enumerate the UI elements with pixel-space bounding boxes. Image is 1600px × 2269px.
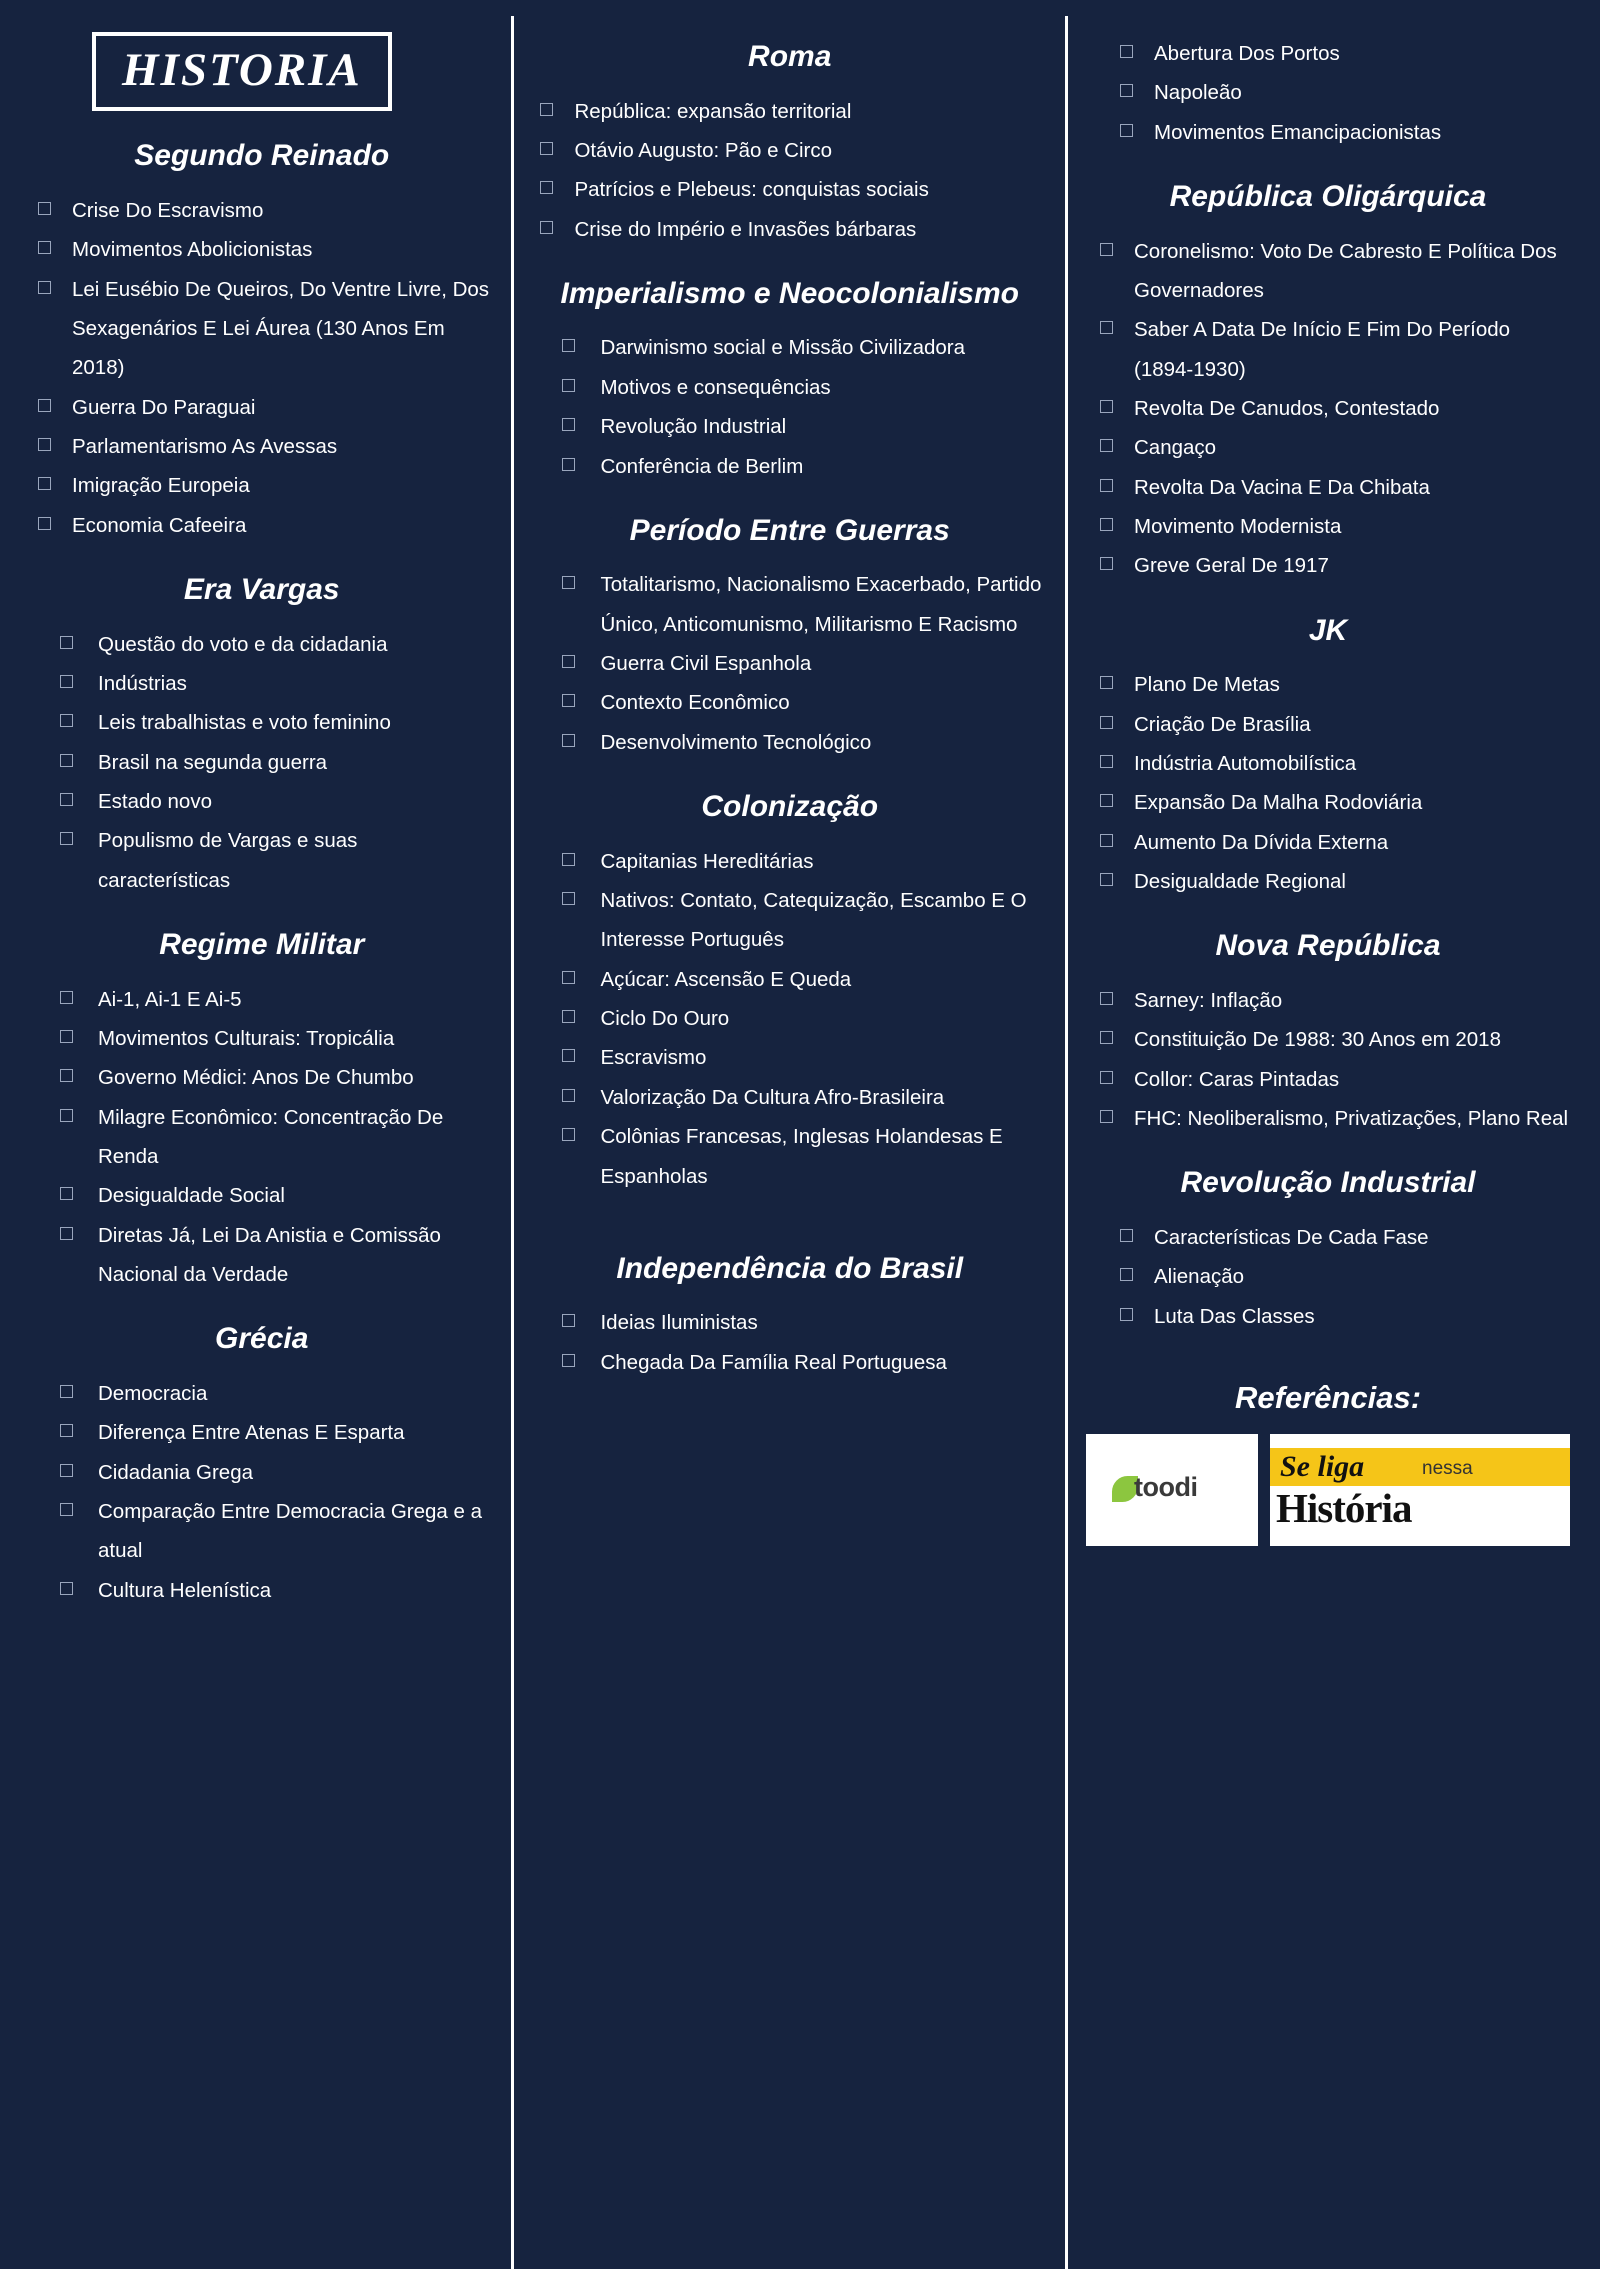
list-item[interactable] <box>30 427 493 466</box>
list-item[interactable] <box>30 506 493 545</box>
list-item-label: Cangaço <box>1134 436 1217 460</box>
list-item[interactable] <box>30 270 493 388</box>
checkbox-icon[interactable] <box>38 281 51 294</box>
list-item-label: Economia Cafeeira <box>72 513 247 537</box>
list-roma <box>532 92 1047 249</box>
section-heading-roma: Roma <box>748 40 832 73</box>
list-item-label: Democracia <box>98 1381 208 1405</box>
list-item-label: Movimentos Culturais: Tropicália <box>98 1026 395 1050</box>
logo-seliga-nessa: nessa <box>1422 1457 1473 1479</box>
list-item[interactable] <box>1086 1020 1570 1059</box>
checkbox-icon[interactable] <box>562 1314 575 1327</box>
section-heading-republica-oligarquica: República Oligárquica <box>1169 180 1487 214</box>
checkbox-icon[interactable] <box>1100 243 1113 256</box>
checkbox-icon[interactable] <box>1100 518 1113 531</box>
list-item[interactable] <box>30 1453 493 1492</box>
checkbox-icon[interactable] <box>60 675 73 688</box>
checkbox-icon[interactable] <box>1100 834 1113 847</box>
checkbox-icon[interactable] <box>60 1109 73 1122</box>
list-item-label: Escravismo <box>600 1046 707 1070</box>
list-item[interactable] <box>30 743 493 782</box>
checkbox-icon[interactable] <box>1100 557 1113 570</box>
list-item-label: Ciclo Do Ouro <box>600 1007 730 1031</box>
logo-toodi-label: toodi <box>1134 1471 1198 1502</box>
list-item[interactable] <box>532 644 1047 683</box>
list-item-label: Motivos e consequências <box>600 375 831 399</box>
checkbox-icon[interactable] <box>1100 1110 1113 1123</box>
list-independencia <box>532 1303 1047 1382</box>
list-item-label: Greve Geral De 1917 <box>1134 554 1329 578</box>
list-segundo-reinado <box>30 191 493 545</box>
column-3 <box>1068 10 1588 2263</box>
list-item-label: Valorização Da Cultura Afro-Brasileira <box>600 1085 945 1109</box>
list-item-label: Ideias Iluministas <box>600 1311 758 1335</box>
list-item-label: República: expansão territorial <box>574 99 852 123</box>
list-nova-republica <box>1086 981 1570 1138</box>
list-item-label: Aumento Da Dívida Externa <box>1134 830 1389 854</box>
list-item[interactable] <box>30 1098 493 1177</box>
list-item[interactable] <box>1086 468 1570 507</box>
list-item[interactable] <box>1086 546 1570 585</box>
list-item-label: Criação De Brasília <box>1134 712 1311 736</box>
section-heading-independencia: Independência do Brasil <box>616 1251 964 1285</box>
references-logos <box>1086 1434 1570 1546</box>
list-item-label: FHC: Neoliberalismo, Privatizações, Plano Real <box>1134 1107 1569 1131</box>
list-era-vargas <box>30 625 493 901</box>
list-item[interactable] <box>532 447 1047 486</box>
checkbox-icon[interactable] <box>60 1069 73 1082</box>
list-item-label: Estado novo <box>98 790 212 814</box>
checkbox-icon[interactable] <box>38 438 51 451</box>
checkbox-icon[interactable] <box>1100 479 1113 492</box>
list-item[interactable] <box>532 1078 1047 1117</box>
list-item-label: Revolta Da Vacina E Da Chibata <box>1134 475 1430 499</box>
references-title: Referências: <box>1234 1379 1422 1415</box>
list-item-label: Alienação <box>1154 1265 1245 1289</box>
checkbox-icon[interactable] <box>562 1089 575 1102</box>
list-item-label: Características De Cada Fase <box>1154 1225 1429 1249</box>
list-item[interactable] <box>1086 705 1570 744</box>
list-item-label: Collor: Caras Pintadas <box>1134 1067 1340 1091</box>
list-item-label: Cultura Helenística <box>98 1578 272 1602</box>
checkbox-icon[interactable] <box>562 655 575 668</box>
checkbox-icon[interactable] <box>1100 676 1113 689</box>
list-item-label: Revolução Industrial <box>600 415 787 439</box>
list-item-label: Otávio Augusto: Pão e Circo <box>574 138 832 162</box>
list-item-label: Diretas Já, Lei Da Anistia e Comissão Nacional da Verdade <box>98 1223 441 1287</box>
list-item-label: Guerra Civil Espanhola <box>600 652 812 676</box>
list-item[interactable] <box>30 191 493 230</box>
list-item[interactable] <box>1086 389 1570 428</box>
list-item[interactable] <box>532 999 1047 1038</box>
section-heading-jk: JK <box>1308 613 1348 647</box>
checkbox-icon[interactable] <box>1120 84 1133 97</box>
checkbox-icon[interactable] <box>60 1227 73 1240</box>
list-item-label: Brasil na segunda guerra <box>98 750 328 774</box>
checkbox-icon[interactable] <box>1100 873 1113 886</box>
list-item[interactable] <box>30 782 493 821</box>
list-imperialismo <box>532 328 1047 485</box>
list-item-label: Chegada Da Família Real Portuguesa <box>600 1350 947 1374</box>
checkbox-icon[interactable] <box>1100 439 1113 452</box>
column-1 <box>12 10 511 2263</box>
list-item[interactable] <box>30 1058 493 1097</box>
list-item[interactable] <box>1086 1218 1570 1257</box>
list-item-label: Coronelismo: Voto De Cabresto E Política Dos Governadores <box>1134 239 1557 302</box>
list-item-label: Ai-1, Ai-1 E Ai-5 <box>98 987 242 1011</box>
checkbox-icon[interactable] <box>1100 400 1113 413</box>
checkbox-icon[interactable] <box>562 1049 575 1062</box>
checkbox-icon[interactable] <box>1120 45 1133 58</box>
list-item[interactable] <box>30 1176 493 1215</box>
list-entre-guerras <box>532 565 1047 762</box>
list-item[interactable] <box>1086 1099 1570 1138</box>
list-item-label: Diferença Entre Atenas E Esparta <box>98 1421 405 1445</box>
list-item-label: Revolta De Canudos, Contestado <box>1134 397 1440 421</box>
column-2 <box>514 10 1065 2263</box>
checkbox-icon[interactable] <box>1100 1071 1113 1084</box>
list-item[interactable] <box>30 388 493 427</box>
list-item-label: Movimento Modernista <box>1134 515 1342 539</box>
list-item-label: Sarney: Inflação <box>1134 988 1283 1012</box>
list-item-label: Cidadania Grega <box>98 1460 253 1484</box>
list-item-label: Indústrias <box>98 671 187 695</box>
list-item-label: Nativos: Contato, Catequização, Escambo E O Interesse Português <box>600 889 1027 952</box>
list-item-label: Comparação Entre Democracia Grega e a atual <box>98 1500 482 1563</box>
list-item-label: Açúcar: Ascensão E Queda <box>600 967 852 991</box>
logo-seliga-historia: História <box>1276 1484 1412 1531</box>
list-item[interactable] <box>532 1343 1047 1382</box>
list-item-label: Questão do voto e da cidadania <box>98 632 388 656</box>
list-item-label: Luta Das Classes <box>1154 1304 1315 1328</box>
list-item-label: Crise do Império e Invasões bárbaras <box>574 217 917 241</box>
checkbox-icon[interactable] <box>562 576 575 589</box>
checkbox-icon[interactable] <box>38 202 51 215</box>
list-item[interactable] <box>30 821 493 900</box>
list-item[interactable] <box>532 328 1047 367</box>
list-item-label: Conferência de Berlim <box>600 454 804 478</box>
list-item[interactable] <box>532 92 1047 131</box>
checkbox-icon[interactable] <box>562 971 575 984</box>
checkbox-icon[interactable] <box>562 339 575 352</box>
list-item[interactable] <box>30 230 493 269</box>
section-heading-colonizacao: Colonização <box>701 790 879 824</box>
checkbox-icon[interactable] <box>562 458 575 471</box>
list-item[interactable] <box>1086 744 1570 783</box>
checkbox-icon[interactable] <box>562 1010 575 1023</box>
list-item-label: Movimentos Abolicionistas <box>72 238 313 262</box>
list-item-label: Governo Médici: Anos De Chumbo <box>98 1066 414 1090</box>
list-item[interactable] <box>532 565 1047 644</box>
list-item[interactable] <box>1086 507 1570 546</box>
checkbox-icon[interactable] <box>60 1464 73 1477</box>
checkbox-icon[interactable] <box>1100 716 1113 729</box>
list-item[interactable] <box>532 131 1047 170</box>
list-item[interactable] <box>1086 862 1570 901</box>
checkbox-icon[interactable] <box>60 636 73 649</box>
checkbox-icon[interactable] <box>38 241 51 254</box>
logo-toodi[interactable] <box>1086 1434 1258 1546</box>
list-item-label: Patrícios e Plebeus: conquistas sociais <box>574 178 929 202</box>
checkbox-icon[interactable] <box>562 1354 575 1367</box>
poster-title-box <box>92 32 392 111</box>
checkbox-icon[interactable] <box>562 694 575 707</box>
checkbox-icon[interactable] <box>60 1582 73 1595</box>
section-heading-segundo-reinado: Segundo Reinado <box>134 139 390 173</box>
checkbox-icon[interactable] <box>38 517 51 530</box>
list-item[interactable] <box>1086 232 1570 311</box>
list-item[interactable] <box>30 1571 493 1610</box>
list-item[interactable] <box>30 980 493 1019</box>
list-item-label: Saber A Data De Início E Fim Do Período (1894-1930) <box>1134 318 1511 381</box>
list-item[interactable] <box>30 1492 493 1571</box>
list-item[interactable] <box>532 170 1047 209</box>
checkbox-icon[interactable] <box>540 142 553 155</box>
list-item[interactable] <box>1086 113 1570 152</box>
checkbox-icon[interactable] <box>60 1030 73 1043</box>
list-colonizacao <box>532 842 1047 1196</box>
checkbox-icon[interactable] <box>540 221 553 234</box>
checkbox-icon[interactable] <box>60 1385 73 1398</box>
checkbox-icon[interactable] <box>60 832 73 845</box>
list-item[interactable] <box>1086 34 1570 73</box>
list-item-label: Darwinismo social e Missão Civilizadora <box>600 336 966 360</box>
list-item[interactable] <box>532 881 1047 960</box>
list-item[interactable] <box>1086 823 1570 862</box>
list-jk <box>1086 665 1570 901</box>
list-item[interactable] <box>532 960 1047 999</box>
list-item[interactable] <box>532 683 1047 722</box>
list-item-label: Lei Eusébio De Queiros, Do Ventre Livre, Dos Sexagenários E Lei Áurea (130 Anos Em 2018) <box>72 277 490 380</box>
section-heading-nova-republica: Nova República <box>1215 929 1441 963</box>
checkbox-icon[interactable] <box>60 714 73 727</box>
list-item-label: Abertura Dos Portos <box>1154 42 1340 65</box>
list-item-label: Populismo de Vargas e suas características <box>98 829 358 892</box>
list-item[interactable] <box>1086 783 1570 822</box>
checkbox-icon[interactable] <box>1100 321 1113 334</box>
section-heading-era-vargas: Era Vargas <box>183 573 340 607</box>
list-item-label: Guerra Do Paraguai <box>72 395 256 419</box>
list-item[interactable] <box>532 368 1047 407</box>
checkbox-icon[interactable] <box>562 1128 575 1141</box>
checkbox-icon[interactable] <box>60 754 73 767</box>
list-item[interactable] <box>532 210 1047 249</box>
checkbox-icon[interactable] <box>60 793 73 806</box>
checkbox-icon[interactable] <box>1120 1308 1133 1321</box>
checkbox-icon[interactable] <box>38 399 51 412</box>
list-item[interactable] <box>30 1413 493 1452</box>
checkbox-icon[interactable] <box>1100 1031 1113 1044</box>
list-item-label: Expansão Da Malha Rodoviária <box>1134 791 1423 815</box>
checkbox-icon[interactable] <box>540 181 553 194</box>
list-item[interactable] <box>1086 665 1570 704</box>
checkbox-icon[interactable] <box>540 103 553 116</box>
checkbox-icon[interactable] <box>38 477 51 490</box>
checkbox-icon[interactable] <box>562 734 575 747</box>
checkbox-icon[interactable] <box>1120 1268 1133 1281</box>
section-heading-imperialismo: Imperialismo e Neocolonialismo <box>560 276 1019 310</box>
logo-se-liga-nessa-historia[interactable] <box>1270 1434 1570 1546</box>
list-item-label: Imigração Europeia <box>72 474 250 498</box>
list-item-label: Parlamentarismo As Avessas <box>72 435 338 458</box>
checkbox-icon[interactable] <box>1100 755 1113 768</box>
list-item[interactable] <box>532 723 1047 762</box>
list-item[interactable] <box>532 407 1047 446</box>
list-item-label: Capitanias Hereditárias <box>600 849 814 873</box>
list-item[interactable] <box>1086 428 1570 467</box>
list-item[interactable] <box>30 664 493 703</box>
list-item-label: Desigualdade Social <box>98 1184 285 1208</box>
list-grecia <box>30 1374 493 1610</box>
list-item-label: Crise Do Escravismo <box>72 198 264 222</box>
checkbox-icon[interactable] <box>1120 1229 1133 1242</box>
list-item[interactable] <box>30 1019 493 1058</box>
list-item-label: Leis trabalhistas e voto feminino <box>98 711 391 735</box>
list-item-label: Movimentos Emancipacionistas <box>1154 120 1442 144</box>
list-item[interactable] <box>30 625 493 664</box>
checkbox-icon[interactable] <box>562 892 575 905</box>
list-item-label: Constituição De 1988: 30 Anos em 2018 <box>1134 1028 1501 1052</box>
list-item[interactable] <box>1086 1060 1570 1099</box>
list-item[interactable] <box>1086 1257 1570 1296</box>
checkbox-icon[interactable] <box>60 991 73 1004</box>
list-item[interactable] <box>30 1216 493 1295</box>
list-item[interactable] <box>532 1038 1047 1077</box>
list-item[interactable] <box>1086 310 1570 389</box>
list-item[interactable] <box>30 703 493 742</box>
list-item-label: Plano De Metas <box>1134 673 1280 697</box>
checkbox-icon[interactable] <box>562 379 575 392</box>
list-item[interactable] <box>532 1303 1047 1342</box>
list-regime-militar <box>30 980 493 1295</box>
list-item-label: Contexto Econômico <box>600 691 790 715</box>
list-item-label: Colônias Francesas, Inglesas Holandesas E Espanholas <box>600 1125 1003 1188</box>
list-independencia-continued <box>1086 34 1570 152</box>
list-item[interactable] <box>30 466 493 505</box>
list-item[interactable] <box>1086 1297 1570 1336</box>
list-item-label: Desigualdade Regional <box>1134 870 1346 894</box>
list-revolucao-industrial <box>1086 1218 1570 1336</box>
logo-seliga-se: Se liga <box>1280 1449 1365 1483</box>
section-heading-grecia: Grécia <box>215 1322 309 1356</box>
checkbox-icon[interactable] <box>562 418 575 431</box>
checkbox-icon[interactable] <box>60 1424 73 1437</box>
list-item-label: Milagre Econômico: Concentração De Renda <box>98 1105 444 1169</box>
list-item[interactable] <box>532 1117 1047 1196</box>
section-heading-regime-militar: Regime Militar <box>159 928 365 962</box>
checkbox-icon[interactable] <box>60 1187 73 1200</box>
section-heading-revolucao-industrial: Revolução Industrial <box>1180 1166 1476 1200</box>
checkbox-icon[interactable] <box>1100 794 1113 807</box>
section-heading-entre-guerras: Período Entre Guerras <box>629 513 950 547</box>
list-item[interactable] <box>30 1374 493 1413</box>
list-item-label: Napoleão <box>1154 81 1242 105</box>
list-item-label: Totalitarismo, Nacionalismo Exacerbado, Partido Único, Anticomunismo, Militarismo E Racismo <box>600 573 1042 636</box>
list-item[interactable] <box>1086 73 1570 112</box>
list-republica-oligarquica <box>1086 232 1570 586</box>
list-item[interactable] <box>1086 981 1570 1020</box>
list-item-label: Indústria Automobilística <box>1134 752 1357 776</box>
checkbox-icon[interactable] <box>60 1503 73 1516</box>
page-title: HISTORIA <box>122 44 362 96</box>
list-item-label: Desenvolvimento Tecnológico <box>600 730 872 754</box>
checkbox-icon[interactable] <box>1120 124 1133 137</box>
checkbox-icon[interactable] <box>1100 992 1113 1005</box>
list-item[interactable] <box>532 842 1047 881</box>
checkbox-icon[interactable] <box>562 853 575 866</box>
